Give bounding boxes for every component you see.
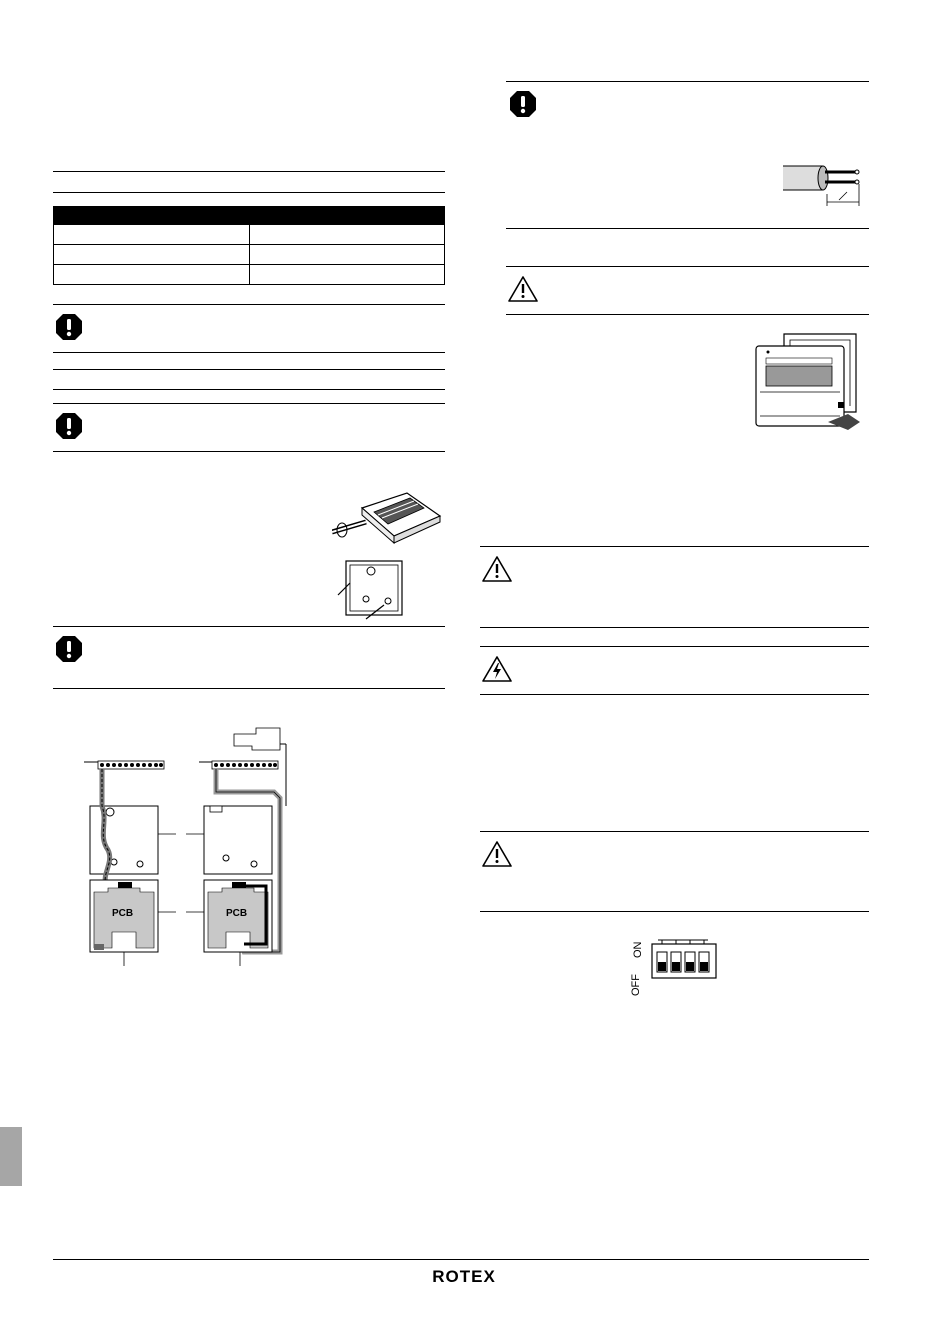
rule-left-3 (53, 304, 445, 305)
wiring-diagram (84, 726, 304, 972)
warning-triangle-icon (482, 841, 512, 867)
rule-right-1 (506, 81, 869, 82)
table-row (54, 245, 445, 265)
controller-screwdriver-illustration (332, 488, 444, 546)
table-row (54, 265, 445, 285)
exclamation-octagon-icon (509, 90, 537, 118)
exclamation-octagon-icon (55, 635, 83, 663)
rule-left-8 (53, 451, 445, 452)
rule-right-5 (480, 546, 869, 547)
rule-right-2 (506, 228, 869, 229)
rule-left-2 (53, 192, 445, 193)
pcb-label-right: PCB (226, 908, 248, 919)
rule-left-6 (53, 389, 445, 390)
dip-off-label: OFF (630, 974, 642, 996)
rule-right-4 (506, 314, 869, 315)
rule-right-6 (480, 627, 869, 628)
rule-right-8 (480, 694, 869, 695)
backplate-screws-illustration (336, 559, 406, 623)
exclamation-octagon-icon (55, 412, 83, 440)
table-header-row (54, 207, 445, 225)
rule-left-9 (53, 626, 445, 627)
warning-triangle-icon (482, 556, 512, 582)
rule-right-9 (480, 831, 869, 832)
rule-left-4 (53, 352, 445, 353)
exclamation-octagon-icon (55, 313, 83, 341)
rule-left-5 (53, 369, 445, 370)
controller-insertion-illustration (752, 330, 864, 432)
spec-table (53, 206, 445, 285)
rule-left-1 (53, 171, 445, 172)
stripped-cable-illustration (783, 158, 867, 210)
dip-switch-illustration (650, 938, 720, 980)
rule-left-7 (53, 403, 445, 404)
rule-left-10 (53, 688, 445, 689)
footer-rule (53, 1259, 869, 1260)
rotex-logo: ROTEX (432, 1267, 496, 1286)
dip-on-label: ON (632, 941, 644, 958)
rule-right-3 (506, 266, 869, 267)
table-row (54, 225, 445, 245)
rule-right-10 (480, 911, 869, 912)
warning-triangle-icon (508, 276, 538, 302)
electric-hazard-icon (482, 656, 512, 682)
pcb-label-left: PCB (112, 908, 134, 919)
side-tab (0, 1127, 22, 1186)
rule-right-7 (480, 646, 869, 647)
